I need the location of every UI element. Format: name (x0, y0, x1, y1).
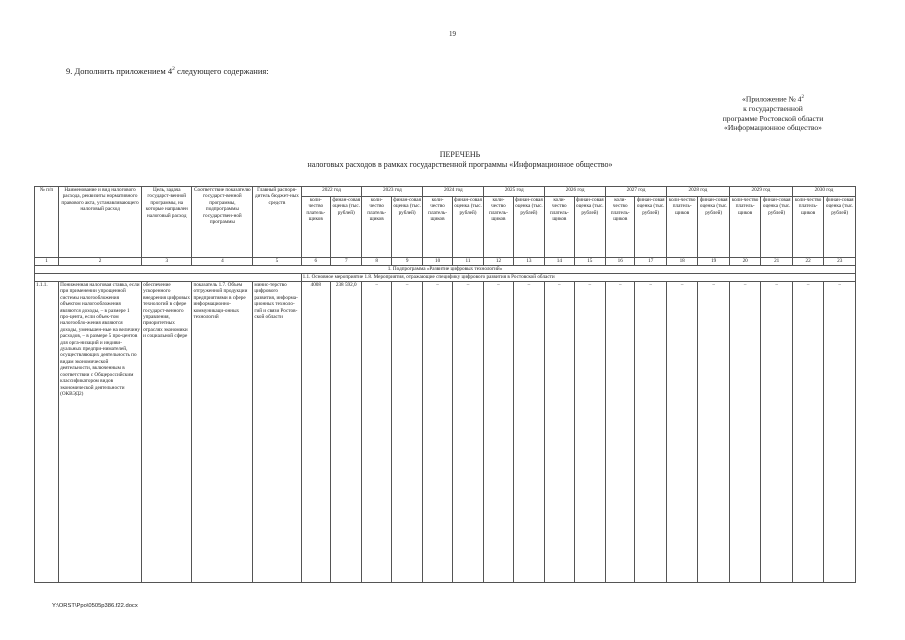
subsection-spacer (35, 274, 302, 282)
subheader-fin: финан-совая оценка (тыс. рублей) (635, 197, 667, 258)
file-path-footer: Y:\ORST\Ppo\0505p386.f22.docx (52, 603, 138, 609)
column-number: 22 (792, 258, 823, 266)
header-year-2029: 2029 год (729, 187, 792, 197)
column-number: 18 (666, 258, 697, 266)
row-count-2022: 4008 (301, 282, 330, 583)
subheader-count: коли-чество платель-щиков (423, 197, 452, 258)
header-year-2027: 2027 год (606, 187, 667, 197)
page-number: 19 (449, 30, 456, 38)
row-indicator: показатель 1.7. Объем отгруженной продукции предприятиями в сфере информационно-коммуникаци-онных технологий (192, 282, 253, 583)
row-dash: – (824, 282, 856, 583)
column-number: 20 (729, 258, 760, 266)
subheader-fin: финан-совая оценка (тыс. рублей) (513, 197, 545, 258)
row-dash: – (761, 282, 793, 583)
column-number: 16 (606, 258, 635, 266)
row-dash: – (452, 282, 484, 583)
tax-expenditure-table (34, 186, 856, 583)
subheader-count: коли-чество платель-щиков (792, 197, 823, 258)
subsection-main-activity: 1.1. Основное мероприятие 1.8. Мероприятия, отражающие специфику цифрового развития в Ростовской области (301, 274, 855, 282)
header-year-2023: 2023 год (362, 187, 423, 197)
header-no: № п/п (35, 187, 59, 258)
column-number: 6 (301, 258, 330, 266)
header-goal: Цель, задача государст-венной программы, на которые направлен налоговый расход (142, 187, 192, 258)
appendix-line-2: к государственной (743, 104, 803, 114)
row-dash: – (513, 282, 545, 583)
row-goal: обеспечение ускоренного внедрения цифровых технологий в сфере государст-венного управления, приоритетных отраслях экономики и социальной сфере (142, 282, 192, 583)
column-number: 5 (253, 258, 301, 266)
subheader-count: коли-чество платель-щиков (606, 197, 635, 258)
subheader-count: коли-чество платель-щиков (729, 197, 760, 258)
row-fin-2022: 238 592,0 (330, 282, 362, 583)
row-dash: – (729, 282, 760, 583)
row-dash: – (545, 282, 574, 583)
column-number: 10 (423, 258, 452, 266)
heading-subtitle: налоговых расходов в рамках государственной программы «Информационное общество» (307, 159, 613, 169)
column-number: 2 (59, 258, 142, 266)
column-number: 7 (330, 258, 362, 266)
subheader-fin: финан-совая оценка (тыс. рублей) (824, 197, 856, 258)
row-dash: – (635, 282, 667, 583)
header-name: Наименование и вид налогового расхода, реквизиты нормативного правового акта, устанавливающего налоговый расход (59, 187, 142, 258)
subheader-fin: финан-совая оценка (тыс. рублей) (330, 197, 362, 258)
subheader-count: коли-чество платель-щиков (362, 197, 391, 258)
row-dash: – (698, 282, 730, 583)
section-subprogram-1: 1. Подпрограмма «Развитие цифровых технологий» (35, 266, 856, 274)
row-dash: – (484, 282, 513, 583)
heading-title: ПЕРЕЧЕНЬ (439, 150, 481, 159)
column-number: 23 (824, 258, 856, 266)
column-number: 14 (545, 258, 574, 266)
row-dash: – (792, 282, 823, 583)
subheader-count: коли-чество платель-щиков (666, 197, 697, 258)
row-dash: – (423, 282, 452, 583)
row-dash: – (666, 282, 697, 583)
row-dash: – (391, 282, 423, 583)
header-admin: Главный распоря-дитель бюджет-ных средств (253, 187, 301, 258)
row-number: 1.1.1. (35, 282, 59, 583)
appendix-line-3: программе Ростовской области (722, 113, 824, 123)
header-year-2025: 2025 год (484, 187, 545, 197)
row-dash: – (362, 282, 391, 583)
subheader-fin: финан-совая оценка (тыс. рублей) (391, 197, 423, 258)
column-number: 8 (362, 258, 391, 266)
subheader-fin: финан-совая оценка (тыс. рублей) (574, 197, 606, 258)
subheader-fin: финан-совая оценка (тыс. рублей) (761, 197, 793, 258)
column-number: 17 (635, 258, 667, 266)
subheader-count: коли-чество платель-щиков (484, 197, 513, 258)
amendment-item-9: 9. Дополнить приложением $4^2$ следующего содержания: (66, 66, 269, 76)
header-indicator: Соответствие показателю государст-венной программы, подпрограммы государствен-ной программы (192, 187, 253, 258)
column-number: 12 (484, 258, 513, 266)
appendix-line-1: «Приложение № $4^2$ (742, 94, 804, 104)
header-year-2030: 2030 год (792, 187, 855, 197)
column-number: 4 (192, 258, 253, 266)
subheader-fin: финан-совая оценка (тыс. рублей) (698, 197, 730, 258)
column-number: 1 (35, 258, 59, 266)
header-year-2026: 2026 год (545, 187, 606, 197)
row-tax-expenditure-name: Пониженная налоговая ставка, если при применении упрощенной системы налогообложения объектом налогообложения являются доходы, – в размере 1 про-цента, если объек-том налогообло-жения являются доходы, уменьшен-ные на величину расходов, – в размере 5 про-центов для орга-низаций и индиви-дуальных предпри-нимателей, осуществляющих деятельность по видам экономической деятельности, включенным в соответствии с Общероссийским классификатором видов экономической деятельности (ОКВЭД2) (59, 282, 142, 583)
document-heading (200, 150, 720, 169)
header-year-2028: 2028 год (666, 187, 729, 197)
column-number: 19 (698, 258, 730, 266)
column-number: 21 (761, 258, 793, 266)
subheader-fin: финан-совая оценка (тыс. рублей) (452, 197, 484, 258)
appendix-line-4: «Информационное общество» (724, 123, 822, 133)
row-admin: минис-терство цифрового развития, информа-ционных техноло-гий и связи Ростов-ской области (253, 282, 301, 583)
subheader-count: коли-чество платель-щиков (545, 197, 574, 258)
row-dash: – (574, 282, 606, 583)
header-year-2024: 2024 год (423, 187, 484, 197)
column-number: 3 (142, 258, 192, 266)
row-dash: – (606, 282, 635, 583)
column-number: 13 (513, 258, 545, 266)
appendix-header (690, 93, 856, 133)
column-number: 15 (574, 258, 606, 266)
column-number: 11 (452, 258, 484, 266)
column-number: 9 (391, 258, 423, 266)
header-year-2022: 2022 год (301, 187, 362, 197)
subheader-count: коли-чество платель-щиков (301, 197, 330, 258)
